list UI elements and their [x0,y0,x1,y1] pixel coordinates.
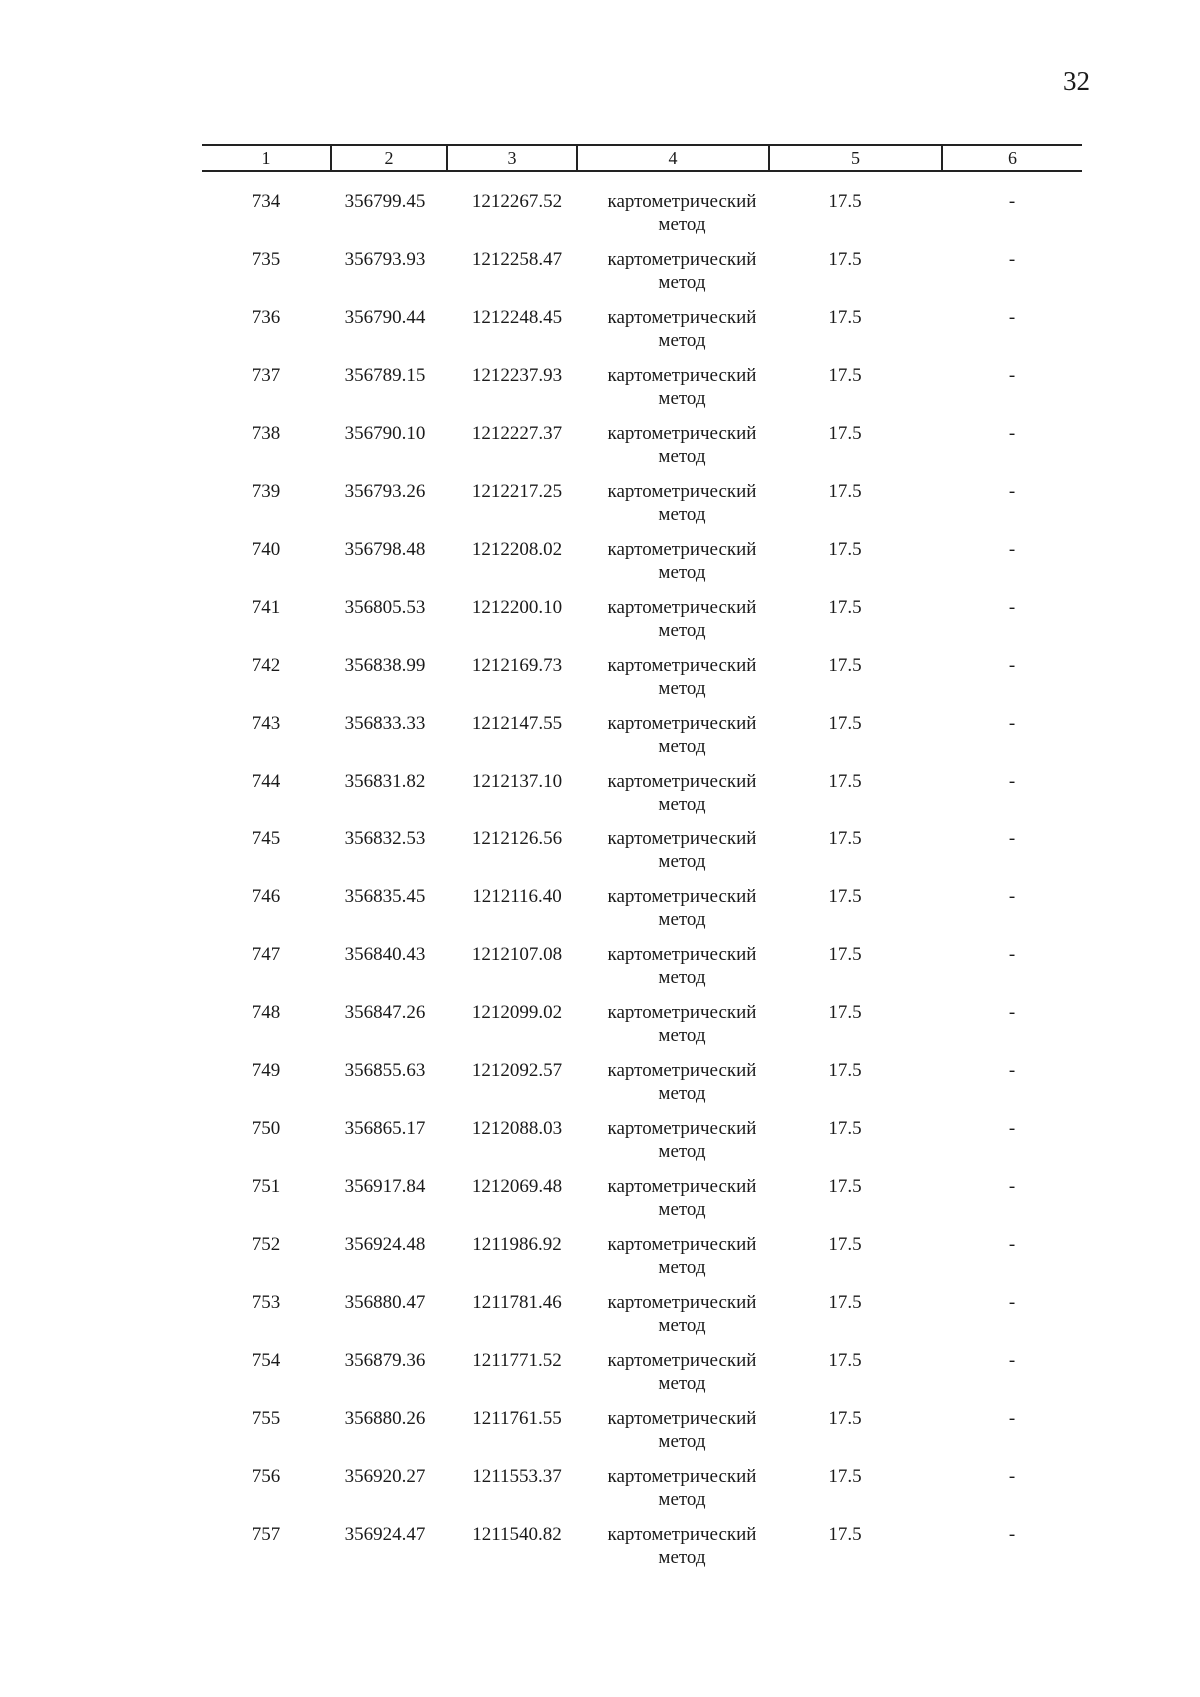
note-cell: - [1008,828,1016,849]
coordinate-y-cell: 1212200.10 [471,597,563,618]
method-line-1: картометрический [607,1408,757,1429]
coordinate-x-cell: 356798.48 [344,539,426,560]
accuracy-cell: 17.5 [828,1292,862,1313]
accuracy-cell: 17.5 [828,1234,862,1255]
method-cell [577,248,787,294]
coordinate-y-cell: 1212088.03 [471,1118,563,1139]
accuracy-cell: 17.5 [828,423,862,444]
method-line-2: метод [658,214,706,235]
method-line-2: метод [658,330,706,351]
method-line-2: метод [658,1141,706,1162]
table-row [202,248,1082,304]
table-row [202,712,1082,768]
method-line-1: картометрический [607,423,757,444]
coordinate-y-cell: 1212258.47 [471,249,563,270]
point-number-cell: 750 [251,1118,281,1139]
method-cell [577,1175,787,1221]
coordinate-y-cell: 1211553.37 [472,1466,562,1487]
accuracy-cell: 17.5 [828,307,862,328]
accuracy-cell: 17.5 [828,944,862,965]
coordinate-y-cell: 1212248.45 [471,307,563,328]
table-row [202,306,1082,362]
accuracy-cell: 17.5 [828,539,862,560]
method-line-2: метод [658,620,706,641]
accuracy-cell: 17.5 [828,597,862,618]
accuracy-cell: 17.5 [828,191,862,212]
table-row [202,538,1082,594]
table-row [202,1465,1082,1521]
table-row [202,1407,1082,1463]
point-number-cell: 749 [251,1060,281,1081]
header-col-2: 2 [330,146,446,170]
coordinate-y-cell: 1211781.46 [472,1292,562,1313]
coordinate-x-cell: 356917.84 [344,1176,426,1197]
note-cell: - [1008,1524,1016,1545]
coordinate-x-cell: 356805.53 [344,597,426,618]
table-row [202,480,1082,536]
note-cell: - [1008,365,1016,386]
point-number-cell: 742 [251,655,281,676]
method-line-1: картометрический [607,771,757,792]
method-line-2: метод [658,678,706,699]
point-number-cell: 755 [251,1408,281,1429]
method-line-1: картометрический [607,249,757,270]
method-cell [577,885,787,931]
point-number-cell: 746 [251,886,281,907]
method-cell [577,1059,787,1105]
coordinate-x-cell: 356924.47 [344,1524,426,1545]
method-cell [577,538,787,584]
accuracy-cell: 17.5 [828,365,862,386]
point-number-cell: 754 [251,1350,281,1371]
accuracy-cell: 17.5 [828,1176,862,1197]
method-line-2: метод [658,562,706,583]
coordinate-x-cell: 356920.27 [344,1466,426,1487]
coordinate-x-cell: 356847.26 [344,1002,426,1023]
method-line-1: картометрический [607,828,757,849]
point-number-cell: 739 [251,481,281,502]
note-cell: - [1008,597,1016,618]
coordinate-y-cell: 1212107.08 [471,944,563,965]
coordinate-y-cell: 1212069.48 [471,1176,563,1197]
method-line-2: метод [658,504,706,525]
method-cell [577,1117,787,1163]
table-row [202,190,1082,246]
coordinate-y-cell: 1212237.93 [471,365,563,386]
table-row [202,1523,1082,1579]
method-line-1: картометрический [607,481,757,502]
method-line-2: метод [658,909,706,930]
coordinate-x-cell: 356880.47 [344,1292,426,1313]
method-cell [577,1001,787,1047]
method-cell [577,596,787,642]
note-cell: - [1008,771,1016,792]
method-line-1: картометрический [607,1350,757,1371]
method-cell [577,827,787,873]
method-line-2: метод [658,446,706,467]
coordinate-y-cell: 1212208.02 [471,539,563,560]
coordinate-y-cell: 1212227.37 [471,423,563,444]
note-cell: - [1008,1350,1016,1371]
accuracy-cell: 17.5 [828,1466,862,1487]
method-line-1: картометрический [607,1002,757,1023]
note-cell: - [1008,1292,1016,1313]
coordinate-x-cell: 356879.36 [344,1350,426,1371]
point-number-cell: 741 [251,597,281,618]
method-line-1: картометрический [607,886,757,907]
coordinate-x-cell: 356833.33 [344,713,426,734]
header-col-3: 3 [446,146,576,170]
method-line-1: картометрический [607,1118,757,1139]
accuracy-cell: 17.5 [828,1350,862,1371]
note-cell: - [1008,944,1016,965]
point-number-cell: 757 [251,1524,281,1545]
method-cell [577,190,787,236]
point-number-cell: 734 [251,191,281,212]
method-cell [577,1233,787,1279]
note-cell: - [1008,1002,1016,1023]
note-cell: - [1008,539,1016,560]
header-col-4: 4 [576,146,768,170]
coordinate-x-cell: 356924.48 [344,1234,426,1255]
coordinate-x-cell: 356835.45 [344,886,426,907]
note-cell: - [1008,249,1016,270]
point-number-cell: 744 [251,771,281,792]
accuracy-cell: 17.5 [828,481,862,502]
method-cell [577,770,787,816]
coordinate-x-cell: 356790.44 [344,307,426,328]
method-line-1: картометрический [607,365,757,386]
coordinate-x-cell: 356865.17 [344,1118,426,1139]
method-cell [577,306,787,352]
coordinate-y-cell: 1212217.25 [471,481,563,502]
method-line-2: метод [658,1083,706,1104]
coordinate-x-cell: 356790.10 [344,423,426,444]
note-cell: - [1008,713,1016,734]
method-line-2: метод [658,1315,706,1336]
coordinate-y-cell: 1212092.57 [471,1060,563,1081]
table-row [202,364,1082,420]
table-row [202,943,1082,999]
method-line-1: картометрический [607,655,757,676]
table-row [202,1117,1082,1173]
note-cell: - [1008,1408,1016,1429]
coordinate-x-cell: 356789.15 [344,365,426,386]
method-line-2: метод [658,736,706,757]
accuracy-cell: 17.5 [828,1060,862,1081]
coordinate-y-cell: 1212099.02 [471,1002,563,1023]
note-cell: - [1008,886,1016,907]
method-line-1: картометрический [607,1466,757,1487]
method-cell [577,1291,787,1337]
table-row [202,770,1082,826]
table-row [202,654,1082,710]
coordinate-y-cell: 1212116.40 [472,886,562,907]
coordinate-y-cell: 1212147.55 [471,713,563,734]
coordinate-y-cell: 1211986.92 [472,1234,562,1255]
note-cell: - [1008,1234,1016,1255]
note-cell: - [1008,1118,1016,1139]
method-line-1: картометрический [607,1234,757,1255]
table-row [202,1349,1082,1405]
point-number-cell: 748 [251,1002,281,1023]
method-line-1: картометрический [607,713,757,734]
coordinate-y-cell: 1212126.56 [471,828,563,849]
page-number: 32 [1063,66,1090,96]
point-number-cell: 751 [251,1176,281,1197]
header-col-5: 5 [768,146,941,170]
method-cell [577,1349,787,1395]
accuracy-cell: 17.5 [828,655,862,676]
method-cell [577,422,787,468]
method-cell [577,1523,787,1569]
coordinate-x-cell: 356793.26 [344,481,426,502]
method-line-2: метод [658,794,706,815]
coordinate-y-cell: 1212267.52 [471,191,563,212]
coordinate-y-cell: 1212137.10 [471,771,563,792]
coordinate-y-cell: 1211540.82 [472,1524,562,1545]
point-number-cell: 747 [251,944,281,965]
coordinate-x-cell: 356855.63 [344,1060,426,1081]
point-number-cell: 752 [251,1234,281,1255]
coordinate-y-cell: 1211761.55 [472,1408,562,1429]
method-cell [577,364,787,410]
method-cell [577,1407,787,1453]
coordinate-y-cell: 1211771.52 [472,1350,562,1371]
method-line-2: метод [658,1025,706,1046]
coordinate-x-cell: 356840.43 [344,944,426,965]
coordinate-x-cell: 356838.99 [344,655,426,676]
method-line-2: метод [658,1257,706,1278]
table-row [202,827,1082,883]
method-line-2: метод [658,1373,706,1394]
note-cell: - [1008,307,1016,328]
table-row [202,885,1082,941]
table-row [202,1059,1082,1115]
method-line-2: метод [658,1489,706,1510]
method-line-2: метод [658,851,706,872]
note-cell: - [1008,655,1016,676]
accuracy-cell: 17.5 [828,828,862,849]
table-row [202,1175,1082,1231]
method-line-1: картометрический [607,307,757,328]
coordinate-x-cell: 356880.26 [344,1408,426,1429]
point-number-cell: 743 [251,713,281,734]
point-number-cell: 736 [251,307,281,328]
accuracy-cell: 17.5 [828,1002,862,1023]
note-cell: - [1008,191,1016,212]
method-line-2: метод [658,272,706,293]
point-number-cell: 737 [251,365,281,386]
note-cell: - [1008,1466,1016,1487]
point-number-cell: 756 [251,1466,281,1487]
accuracy-cell: 17.5 [828,1118,862,1139]
method-line-2: метод [658,967,706,988]
note-cell: - [1008,423,1016,444]
method-line-2: метод [658,1199,706,1220]
method-line-1: картометрический [607,539,757,560]
header-col-6: 6 [941,146,1082,170]
note-cell: - [1008,1176,1016,1197]
method-cell [577,943,787,989]
accuracy-cell: 17.5 [828,771,862,792]
accuracy-cell: 17.5 [828,713,862,734]
accuracy-cell: 17.5 [828,1408,862,1429]
note-cell: - [1008,1060,1016,1081]
point-number-cell: 738 [251,423,281,444]
method-cell [577,1465,787,1511]
coordinate-x-cell: 356831.82 [344,771,426,792]
method-line-1: картометрический [607,597,757,618]
method-line-1: картометрический [607,1060,757,1081]
table-header [202,144,1082,172]
point-number-cell: 753 [251,1292,281,1313]
coordinate-x-cell: 356793.93 [344,249,426,270]
table-row [202,422,1082,478]
method-line-2: метод [658,1547,706,1568]
method-line-1: картометрический [607,1524,757,1545]
point-number-cell: 735 [251,249,281,270]
coordinate-x-cell: 356832.53 [344,828,426,849]
method-line-1: картометрический [607,1292,757,1313]
method-line-2: метод [658,1431,706,1452]
table-row [202,1233,1082,1289]
note-cell: - [1008,481,1016,502]
table-row [202,596,1082,652]
table-row [202,1001,1082,1057]
accuracy-cell: 17.5 [828,249,862,270]
coordinate-x-cell: 356799.45 [344,191,426,212]
header-col-1: 1 [261,148,271,168]
method-cell [577,480,787,526]
table-row [202,1291,1082,1347]
accuracy-cell: 17.5 [828,1524,862,1545]
point-number-cell: 740 [251,539,281,560]
coordinate-y-cell: 1212169.73 [471,655,563,676]
method-line-2: метод [658,388,706,409]
method-line-1: картометрический [607,191,757,212]
point-number-cell: 745 [251,828,281,849]
accuracy-cell: 17.5 [828,886,862,907]
method-cell [577,712,787,758]
method-cell [577,654,787,700]
method-line-1: картометрический [607,1176,757,1197]
method-line-1: картометрический [607,944,757,965]
